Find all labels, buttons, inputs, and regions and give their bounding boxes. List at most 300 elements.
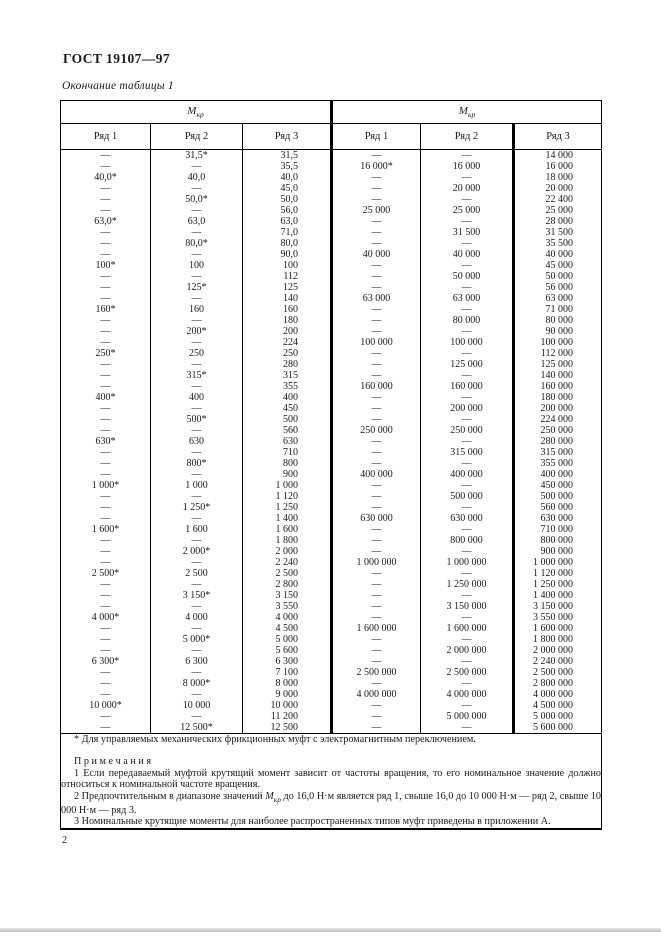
table-cell: — bbox=[421, 436, 514, 447]
table-cell: — bbox=[421, 326, 514, 337]
table-cell: — bbox=[332, 216, 421, 227]
table-cell: 900 bbox=[243, 469, 332, 480]
table-cell: 2 500 bbox=[151, 568, 243, 579]
table-cell: 280 bbox=[243, 359, 332, 370]
table-cell: — bbox=[421, 568, 514, 579]
table-cell: 63 000 bbox=[332, 293, 421, 304]
table-cell: 5 600 000 bbox=[533, 722, 574, 733]
table-cell: 8 000 bbox=[243, 678, 332, 689]
table-cell: — bbox=[332, 711, 421, 722]
table-cell: 63,0* bbox=[61, 216, 151, 227]
table-cell: 1 600* bbox=[61, 524, 151, 535]
table-cell: — bbox=[151, 227, 243, 238]
mkr-subscript: кр bbox=[467, 110, 476, 120]
table-cell: 280 000 bbox=[540, 436, 574, 447]
table-row bbox=[61, 469, 602, 480]
table-cell: — bbox=[61, 293, 151, 304]
table-cell: 200 000 bbox=[421, 403, 514, 414]
table-row bbox=[61, 645, 602, 656]
table-cell: 630 bbox=[243, 436, 332, 447]
table-cell: 315 000 bbox=[421, 447, 514, 458]
table-cell: — bbox=[151, 337, 243, 348]
doc-number: ГОСТ 19107—97 bbox=[63, 51, 170, 66]
table-cell: — bbox=[332, 458, 421, 469]
table-cell: 400* bbox=[61, 392, 151, 403]
note-2-text: 2 Предпочтительным в диапазоне значений bbox=[74, 790, 266, 802]
table-cell: — bbox=[332, 436, 421, 447]
table-cell: — bbox=[151, 271, 243, 282]
table-cell: — bbox=[332, 172, 421, 183]
table-cell: 200* bbox=[151, 326, 243, 337]
table-cell: 28 000 bbox=[545, 216, 574, 227]
table-cell: — bbox=[332, 612, 421, 623]
table-row bbox=[61, 227, 602, 238]
table-cell: — bbox=[61, 722, 151, 734]
table-cell: — bbox=[332, 491, 421, 502]
table-cell: — bbox=[421, 700, 514, 711]
table-cell: 710 000 bbox=[540, 524, 574, 535]
table-cell: — bbox=[61, 414, 151, 425]
column-header-ryad1-right: Ряд 1 bbox=[332, 124, 421, 150]
table-row bbox=[61, 678, 602, 689]
table-row bbox=[61, 700, 602, 711]
table-cell: 2 500 000 bbox=[533, 667, 574, 678]
table-cell: — bbox=[151, 513, 243, 524]
table-row bbox=[61, 689, 602, 700]
table-cell: 1 600 000 bbox=[332, 623, 421, 634]
table-row bbox=[61, 194, 602, 205]
table-cell: 71 000 bbox=[545, 304, 574, 315]
table-row bbox=[61, 513, 602, 524]
table-cell: — bbox=[61, 590, 151, 601]
table-cell: 1 400 bbox=[243, 513, 332, 524]
table-cell: — bbox=[61, 469, 151, 480]
table-cell: — bbox=[61, 150, 151, 162]
table-cell: — bbox=[421, 678, 514, 689]
table-cell: — bbox=[61, 447, 151, 458]
table-cell: — bbox=[61, 645, 151, 656]
table-cell: 800 000 bbox=[540, 535, 574, 546]
table-cell: 9 000 bbox=[243, 689, 332, 700]
table-cell: — bbox=[332, 392, 421, 403]
table-cell: 450 000 bbox=[540, 480, 574, 491]
table-cell: — bbox=[332, 722, 421, 734]
table-cell: — bbox=[61, 425, 151, 436]
table-cell: 1 600 000 bbox=[533, 623, 574, 634]
table-cell: 630 000 bbox=[421, 513, 514, 524]
table-row bbox=[61, 458, 602, 469]
table-row bbox=[61, 711, 602, 722]
table-cell: 1 000 000 bbox=[533, 557, 574, 568]
table-cell: — bbox=[61, 359, 151, 370]
table-cell: — bbox=[421, 502, 514, 513]
table-cell: — bbox=[421, 370, 514, 381]
table-cell: — bbox=[421, 722, 514, 734]
table-cell: 14 000 bbox=[545, 150, 574, 161]
table-cell: 1 600 000 bbox=[421, 623, 514, 634]
table-cell: — bbox=[151, 535, 243, 546]
table-row bbox=[61, 392, 602, 403]
mkr-subscript: кр bbox=[196, 110, 204, 120]
table-cell: — bbox=[421, 414, 514, 425]
table-cell: — bbox=[151, 205, 243, 216]
table-row bbox=[61, 601, 602, 612]
table-cell: 160 000 bbox=[540, 381, 574, 392]
table-cell: — bbox=[332, 183, 421, 194]
table-cell: 630 000 bbox=[332, 513, 421, 524]
table-row bbox=[61, 315, 602, 326]
table-cell: 630 000 bbox=[540, 513, 574, 524]
table-row bbox=[61, 205, 602, 216]
table-cell: 40 000 bbox=[332, 249, 421, 260]
table-cell: 4 000* bbox=[61, 612, 151, 623]
table-cell: 800 000 bbox=[421, 535, 514, 546]
table-cell: 40 000 bbox=[421, 249, 514, 260]
table-cell: 63 000 bbox=[421, 293, 514, 304]
table-cell: 1 250* bbox=[151, 502, 243, 513]
table-cell: 3 550 000 bbox=[533, 612, 574, 623]
table-cell: — bbox=[151, 315, 243, 326]
table-row bbox=[61, 238, 602, 249]
table-row bbox=[61, 293, 602, 304]
table-row bbox=[61, 535, 602, 546]
table-row bbox=[61, 150, 602, 162]
table-cell: 200 bbox=[243, 326, 332, 337]
table-cell: 22 400 bbox=[545, 194, 574, 205]
table-cell: 35,5 bbox=[243, 161, 332, 172]
table-cell: 200 000 bbox=[540, 403, 574, 414]
table-cell: — bbox=[151, 403, 243, 414]
table-cell: 125 bbox=[243, 282, 332, 293]
note-2-text: до 16,0 Н·м является ряд 1, свыше 16,0 до 10 000 Н·м — ряд 2, свыше 10 000 Н·м — ряд 3. bbox=[61, 790, 602, 817]
table-row bbox=[61, 370, 602, 381]
footnote-row bbox=[61, 734, 602, 829]
table-cell: — bbox=[332, 271, 421, 282]
table-footnote-cell bbox=[61, 734, 602, 829]
table-row bbox=[61, 260, 602, 271]
table-cell: 3 150 000 bbox=[533, 601, 574, 612]
table-cell: 125* bbox=[151, 282, 243, 293]
table-cell: 1 000* bbox=[61, 480, 151, 491]
table-row bbox=[61, 304, 602, 315]
table-cell: — bbox=[332, 403, 421, 414]
table-cell: 2 000 000 bbox=[533, 645, 574, 656]
table-cell: 160* bbox=[61, 304, 151, 315]
table-cell: 315* bbox=[151, 370, 243, 381]
table-cell: — bbox=[151, 161, 243, 172]
table-cell: 5 000 000 bbox=[421, 711, 514, 722]
table-row bbox=[61, 568, 602, 579]
scan-edge bbox=[0, 928, 661, 932]
table-cell: 56 000 bbox=[545, 282, 574, 293]
table-cell: 710 bbox=[243, 447, 332, 458]
table-cell: — bbox=[421, 480, 514, 491]
table-cell: — bbox=[61, 601, 151, 612]
table-cell: 315 bbox=[243, 370, 332, 381]
table-cell: — bbox=[332, 535, 421, 546]
table-cell: — bbox=[332, 579, 421, 590]
table-cell: 125 000 bbox=[421, 359, 514, 370]
table-row bbox=[61, 480, 602, 491]
table-cell: 3 150 000 bbox=[421, 601, 514, 612]
table-cell: — bbox=[332, 480, 421, 491]
table-cell: — bbox=[332, 194, 421, 205]
note-1: 1 Если передаваемый муфтой крутящий момент зависит от частоты вращения, то его номинальное значение должно относиться к номинальной частоте вращения. bbox=[61, 767, 602, 791]
column-header-row bbox=[61, 124, 602, 150]
table-cell: 11 200 bbox=[243, 711, 332, 722]
table-cell: 50,0 bbox=[243, 194, 332, 205]
table-cell: 56,0 bbox=[243, 205, 332, 216]
table-cell: 1 120 000 bbox=[533, 568, 574, 579]
table-cell: — bbox=[332, 568, 421, 579]
table-cell: 4 000 000 bbox=[421, 689, 514, 700]
table-cell: 3 150 bbox=[243, 590, 332, 601]
table-cell: — bbox=[421, 590, 514, 601]
table-cell: — bbox=[61, 282, 151, 293]
table-cell: 10 000 bbox=[151, 700, 243, 711]
table-cell: — bbox=[332, 447, 421, 458]
table-cell: 400 bbox=[243, 392, 332, 403]
table-cell: 160 bbox=[243, 304, 332, 315]
table-cell: 500 bbox=[243, 414, 332, 425]
table-cell: 100 000 bbox=[421, 337, 514, 348]
table-cell: — bbox=[332, 359, 421, 370]
table-cell: — bbox=[61, 667, 151, 678]
group-header-mkr-right bbox=[332, 101, 602, 124]
table-cell: — bbox=[421, 392, 514, 403]
table-cell: 560 bbox=[243, 425, 332, 436]
table-cell: — bbox=[61, 634, 151, 645]
table-caption: Окончание таблицы 1 bbox=[62, 80, 174, 92]
table-cell: 355 000 bbox=[540, 458, 574, 469]
table-cell: — bbox=[61, 557, 151, 568]
table-cell: 7 100 bbox=[243, 667, 332, 678]
table-cell: — bbox=[332, 315, 421, 326]
table-row bbox=[61, 579, 602, 590]
table-cell: — bbox=[151, 579, 243, 590]
table-cell: 20 000 bbox=[545, 183, 574, 194]
table-cell: — bbox=[151, 645, 243, 656]
table-cell: 40,0 bbox=[243, 172, 332, 183]
table-cell: — bbox=[61, 502, 151, 513]
table-row bbox=[61, 524, 602, 535]
table-cell: 16 000* bbox=[332, 161, 421, 172]
table-cell: 250 000 bbox=[332, 425, 421, 436]
table-cell: 6 300 bbox=[243, 656, 332, 667]
page-number: 2 bbox=[62, 835, 67, 846]
table-cell: — bbox=[332, 304, 421, 315]
column-header-ryad2-right: Ряд 2 bbox=[421, 124, 514, 150]
table-cell: — bbox=[151, 623, 243, 634]
table-cell: 500* bbox=[151, 414, 243, 425]
table-cell: 63 000 bbox=[545, 293, 574, 304]
table-cell: — bbox=[421, 172, 514, 183]
table-cell: — bbox=[61, 535, 151, 546]
table-cell: — bbox=[61, 249, 151, 260]
table-cell: 450 bbox=[243, 403, 332, 414]
table-cell: 50 000 bbox=[421, 271, 514, 282]
table-cell: — bbox=[61, 205, 151, 216]
table-cell: 20 000 bbox=[421, 183, 514, 194]
table-cell: 2 500 000 bbox=[332, 667, 421, 678]
table-cell: — bbox=[332, 502, 421, 513]
mkr-subscript: кр bbox=[273, 794, 281, 804]
table-cell: 1 000 000 bbox=[421, 557, 514, 568]
notes-title: П р и м е ч а н и я bbox=[74, 756, 152, 768]
column-header-ryad3-right: Ряд 3 bbox=[514, 124, 602, 150]
table-cell: 630 bbox=[151, 436, 243, 447]
table-cell: 80,0 bbox=[243, 238, 332, 249]
table-cell: — bbox=[61, 458, 151, 469]
table-row bbox=[61, 623, 602, 634]
table-cell: 80 000 bbox=[545, 315, 574, 326]
column-header-ryad3-left: Ряд 3 bbox=[243, 124, 332, 150]
table-cell: 250 000 bbox=[540, 425, 574, 436]
table-cell: 31,5 bbox=[243, 150, 332, 162]
table-cell: 2 240 000 bbox=[533, 656, 574, 667]
table-cell: 5 600 bbox=[243, 645, 332, 656]
table-row bbox=[61, 172, 602, 183]
table-cell: — bbox=[421, 238, 514, 249]
table-cell: 2 240 bbox=[243, 557, 332, 568]
table-row bbox=[61, 348, 602, 359]
table-cell: — bbox=[332, 656, 421, 667]
table-cell: — bbox=[151, 689, 243, 700]
table-cell: 50,0* bbox=[151, 194, 243, 205]
table-cell: 250 bbox=[151, 348, 243, 359]
table-cell: — bbox=[151, 469, 243, 480]
table-cell: — bbox=[332, 590, 421, 601]
table-cell: 12 500* bbox=[151, 722, 243, 734]
table-cell: 6 300 bbox=[151, 656, 243, 667]
table-cell: 2 800 000 bbox=[533, 678, 574, 689]
table-cell: 100 000 bbox=[540, 337, 574, 348]
table-cell: 1 000 bbox=[151, 480, 243, 491]
table-cell: 63,0 bbox=[243, 216, 332, 227]
table-cell: — bbox=[61, 370, 151, 381]
table-cell: 6 300* bbox=[61, 656, 151, 667]
table-cell: 25 000 bbox=[332, 205, 421, 216]
table-cell: — bbox=[151, 249, 243, 260]
table-cell: 4 000 000 bbox=[533, 689, 574, 700]
table-cell: 1 250 000 bbox=[421, 579, 514, 590]
table-row bbox=[61, 447, 602, 458]
table-cell: 12 500 bbox=[243, 722, 332, 734]
table-cell: 1 800 bbox=[243, 535, 332, 546]
table-cell: 400 000 bbox=[540, 469, 574, 480]
footnote-text: * Для управляемых механических фрикционных муфт с электромагнитным переключением. bbox=[74, 734, 476, 745]
table-cell: 1 120 bbox=[243, 491, 332, 502]
table-cell: — bbox=[332, 260, 421, 271]
table-cell: — bbox=[332, 645, 421, 656]
table-cell: — bbox=[61, 689, 151, 700]
column-header-ryad2-left: Ряд 2 bbox=[151, 124, 243, 150]
column-header-ryad1-left: Ряд 1 bbox=[61, 124, 151, 150]
table-cell: 16 000 bbox=[545, 161, 574, 172]
table-cell: 180 bbox=[243, 315, 332, 326]
table-cell: — bbox=[61, 271, 151, 282]
table-cell: 2 500* bbox=[61, 568, 151, 579]
table-row bbox=[61, 557, 602, 568]
table-row bbox=[61, 425, 602, 436]
table-cell: 4 000 bbox=[243, 612, 332, 623]
table-row bbox=[61, 491, 602, 502]
table-cell: 45 000 bbox=[545, 260, 574, 271]
table-cell: 40,0 bbox=[151, 172, 243, 183]
table-cell: 10 000 bbox=[243, 700, 332, 711]
table-cell: 112 bbox=[243, 271, 332, 282]
table-row bbox=[61, 436, 602, 447]
table-cell: 10 000* bbox=[61, 700, 151, 711]
table-cell: 140 000 bbox=[540, 370, 574, 381]
table-cell: 50 000 bbox=[545, 271, 574, 282]
table-cell: 18 000 bbox=[545, 172, 574, 183]
table-cell: 31 500 bbox=[421, 227, 514, 238]
table-cell: 1 250 000 bbox=[533, 579, 574, 590]
mkr-symbol: М bbox=[265, 790, 274, 802]
table-row bbox=[61, 656, 602, 667]
group-header-mkr-left bbox=[61, 101, 332, 124]
table-row bbox=[61, 667, 602, 678]
table-cell: — bbox=[421, 612, 514, 623]
table-cell: — bbox=[332, 150, 421, 162]
table-cell: 630* bbox=[61, 436, 151, 447]
table-cell: 250 000 bbox=[421, 425, 514, 436]
table-cell: — bbox=[151, 183, 243, 194]
table-cell: — bbox=[421, 348, 514, 359]
table-cell: 25 000 bbox=[421, 205, 514, 216]
table-row bbox=[61, 271, 602, 282]
table-row bbox=[61, 546, 602, 557]
table-cell: — bbox=[61, 381, 151, 392]
table-cell: 71,0 bbox=[243, 227, 332, 238]
table-cell: 100 000 bbox=[332, 337, 421, 348]
table-row bbox=[61, 590, 602, 601]
table-cell: — bbox=[61, 194, 151, 205]
table-cell: — bbox=[61, 183, 151, 194]
table-cell: — bbox=[61, 491, 151, 502]
note-3: 3 Номинальные крутящие моменты для наиболее распространенных типов муфт приведены в приложении А. bbox=[74, 816, 551, 828]
table-cell: 250* bbox=[61, 348, 151, 359]
table-cell: 800* bbox=[151, 458, 243, 469]
table-cell: 400 000 bbox=[332, 469, 421, 480]
table-cell: 45,0 bbox=[243, 183, 332, 194]
table-cell: — bbox=[332, 227, 421, 238]
table-cell: — bbox=[332, 348, 421, 359]
table-row bbox=[61, 502, 602, 513]
table-cell: 31,5* bbox=[151, 150, 243, 162]
table-cell: 800 bbox=[243, 458, 332, 469]
torque-series-table bbox=[60, 100, 602, 830]
table-row bbox=[61, 326, 602, 337]
table-cell: — bbox=[61, 227, 151, 238]
table-cell: — bbox=[61, 337, 151, 348]
table-cell: — bbox=[332, 546, 421, 557]
table-cell: 224 000 bbox=[540, 414, 574, 425]
table-cell: — bbox=[421, 282, 514, 293]
table-cell: 1 600 bbox=[243, 524, 332, 535]
table-cell: 560 000 bbox=[540, 502, 574, 513]
table-cell: 100 bbox=[243, 260, 332, 271]
note-2 bbox=[61, 791, 601, 817]
table-cell: — bbox=[61, 711, 151, 722]
table-cell: — bbox=[151, 293, 243, 304]
table-cell: 90 000 bbox=[545, 326, 574, 337]
table-cell: 400 bbox=[151, 392, 243, 403]
table-cell: — bbox=[61, 326, 151, 337]
table-cell: — bbox=[332, 601, 421, 612]
table-cell: 180 000 bbox=[540, 392, 574, 403]
